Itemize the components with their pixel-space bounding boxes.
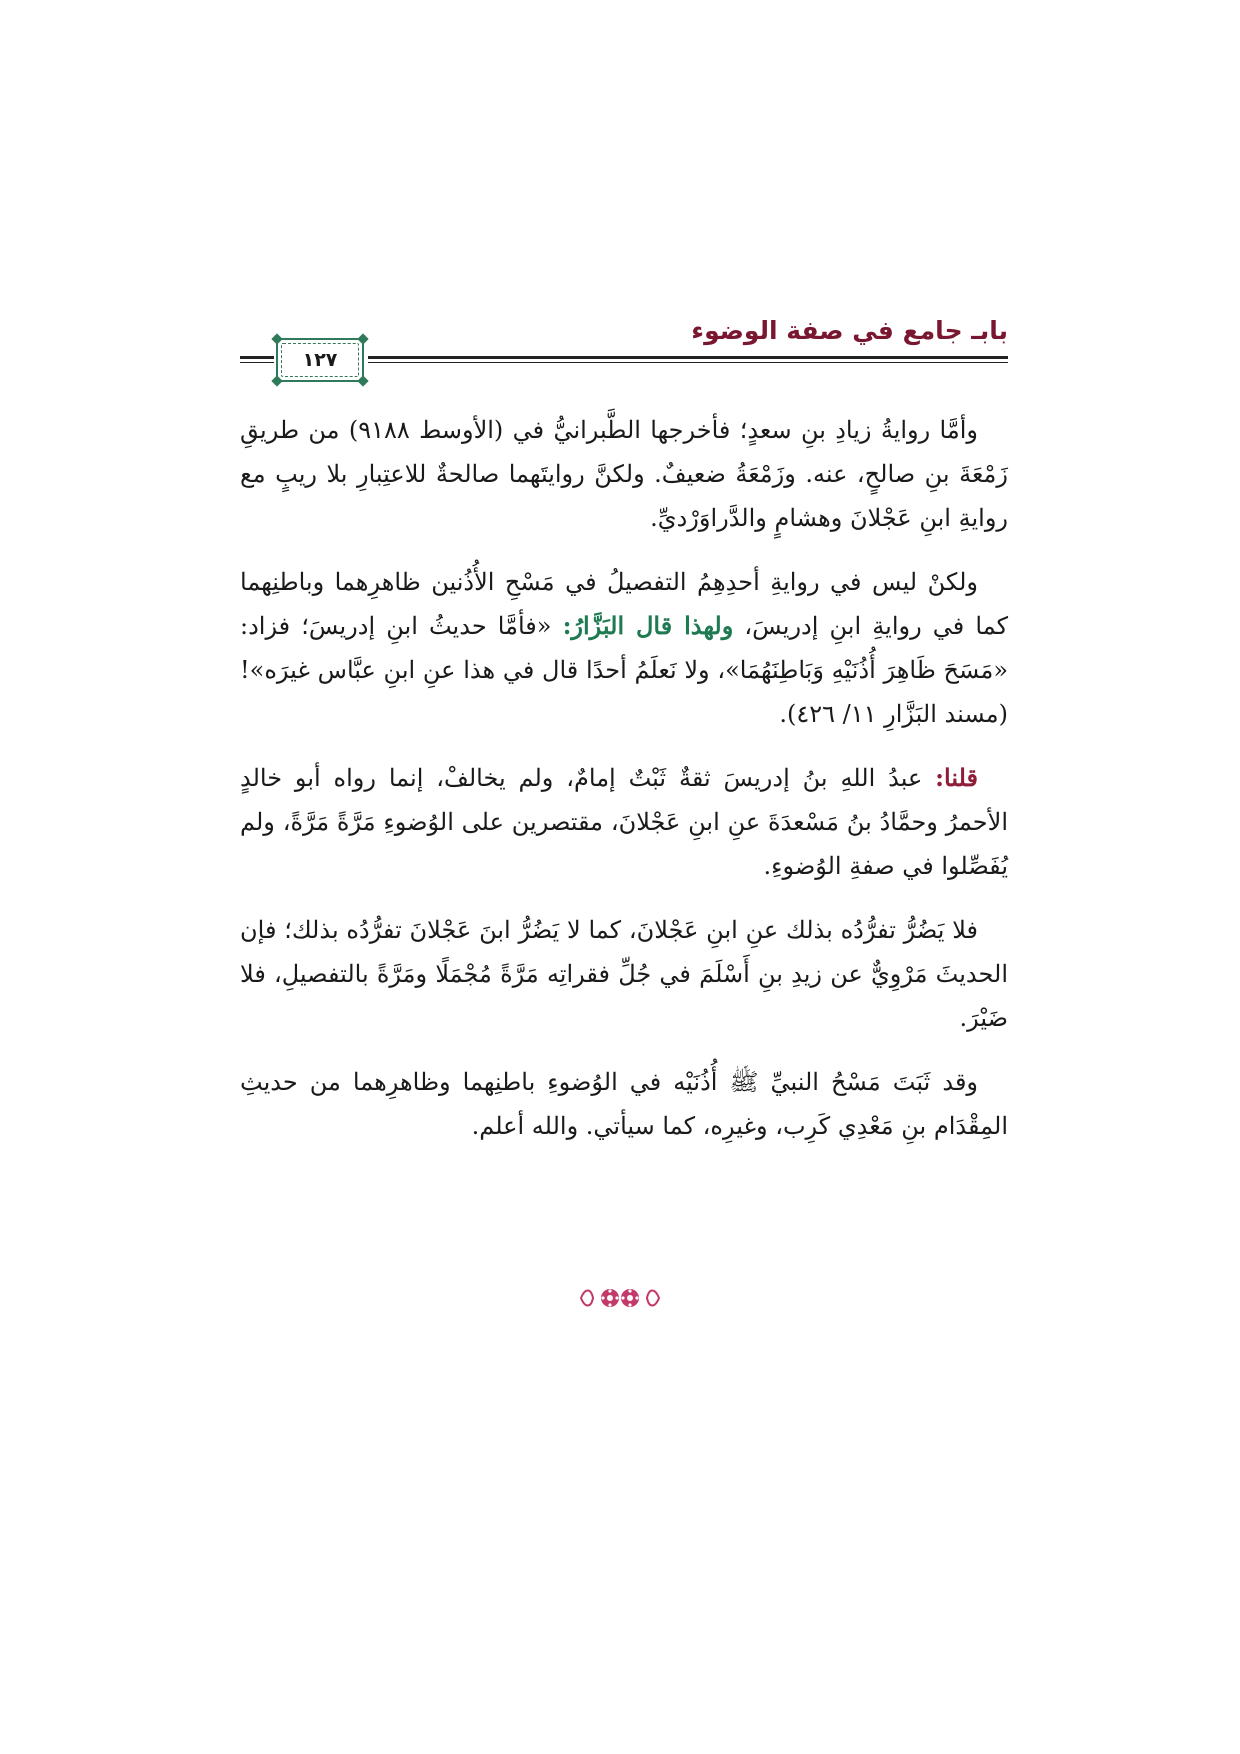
paragraph-text: ولكنْ ليس في روايةِ أحدِهِمُ التفصيلُ في مَسْحِ الأُذُنين ظاهرِهما وباطنِهما كما في روايةِ ابنِ إدريسَ،	[240, 568, 1009, 640]
badge-corner-icon	[271, 375, 282, 386]
page-body	[240, 408, 1008, 1168]
section-end-ornament	[0, 1282, 1240, 1314]
badge-corner-icon	[357, 375, 368, 386]
paragraph-text: عبدُ اللهِ بنُ إدريسَ ثقةٌ ثَبْتٌ إمامٌ، ولم يخالفْ، إنما رواه أبو خالدٍ الأحمرُ وحمَّادُ بنُ مَسْعدَةَ عنِ ابنِ عَجْلانَ، مقتصرين على الوُضوءِ مَرَّةً مَرَّةً، ولم يُفَصِّلوا في صفةِ الوُضوءِ.	[240, 764, 1008, 880]
paragraph-4	[240, 908, 1008, 1040]
paragraph-text: وأمَّا روايةُ زيادِ بنِ سعدٍ؛ فأخرجها الطَّبرانيُّ في (الأوسط ٩١٨٨) من طريقِ زَمْعَةَ بنِ صالحٍ، عنه. وزَمْعَةُ ضعيفٌ. ولكنَّ روايتَهما صالحةٌ للاعتِبارِ بلا ريبٍ مع روايةِ ابنِ عَجْلانَ وهشامٍ والدَّراوَرْديِّ.	[240, 416, 1008, 532]
page-number: ١٢٧	[302, 349, 338, 371]
badge-corner-icon	[357, 333, 368, 344]
page-number-badge	[276, 338, 364, 382]
paragraph-text-tail: «فأمَّا حديثُ ابنِ إدريسَ؛ فزاد: «مَسَحَ ظَاهِرَ أُذُنَيْهِ وَبَاطِنَهُمَا»، ولا نَعلَمُ أحدًا قال في هذا عنِ ابنِ عبَّاس غيرَه»! (مسند البَزَّارِ ١١/ ٤٢٦).	[240, 612, 1008, 728]
floral-divider-icon	[577, 1282, 663, 1314]
paragraph-3	[240, 756, 1008, 888]
page-header	[240, 312, 1008, 392]
chapter-title: بابـ جامع في صفة الوضوء	[691, 316, 1008, 345]
highlighted-quote-intro: ولهذا قال البَزَّارُ:	[562, 611, 734, 640]
paragraph-lead-label: قلنا:	[935, 763, 978, 792]
paragraph-1	[240, 408, 1008, 540]
header-rule-left	[240, 356, 274, 359]
paragraph-2	[240, 560, 1008, 736]
paragraph-5	[240, 1060, 1008, 1148]
badge-corner-icon	[271, 333, 282, 344]
header-rule	[368, 356, 1008, 359]
header-rule-thin	[368, 362, 1008, 363]
header-rule-left-thin	[240, 362, 274, 363]
paragraph-text: فلا يَضُرُّ تفرُّدُه بذلك عنِ ابنِ عَجْلانَ، كما لا يَضُرُّ ابنَ عَجْلانَ تفرُّدُه بذلك؛ فإن الحديثَ مَرْوِيٌّ عن زيدِ بنِ أَسْلَمَ في جُلِّ فقراتِه مَرَّةً مُجْمَلًا ومَرَّةً بالتفصيلِ، فلا ضَيْرَ.	[240, 916, 1008, 1032]
paragraph-text: وقد ثَبَتَ مَسْحُ النبيِّ ﷺ أُذُنَيْه في الوُضوءِ باطنِهما وظاهرِهما من حديثِ المِقْدَام بنِ مَعْدِي كَرِب، وغيرِه، كما سيأتي. والله أعلم.	[240, 1068, 1008, 1140]
